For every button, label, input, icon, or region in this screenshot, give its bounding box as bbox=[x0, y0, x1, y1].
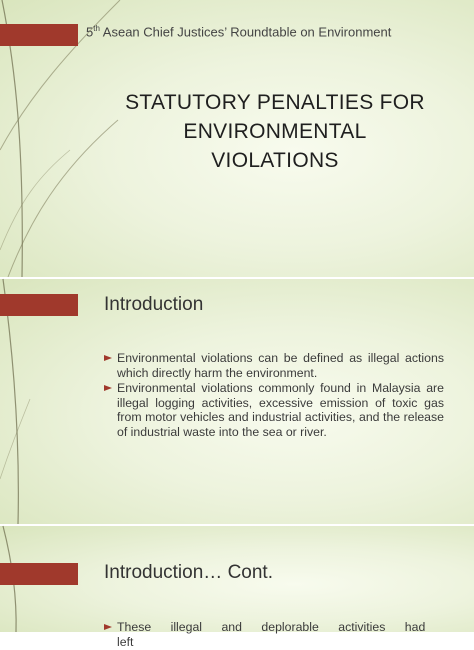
event-title bbox=[86, 24, 466, 39]
introduction-cont-slide bbox=[0, 526, 474, 649]
slide-title-line: STATUTORY PENALTIES FOR bbox=[125, 91, 425, 114]
arrow-bullet-icon bbox=[104, 385, 112, 391]
bullet-item bbox=[104, 620, 444, 649]
bullet-list bbox=[104, 351, 444, 440]
bullet-item bbox=[104, 351, 444, 380]
bullet-list bbox=[104, 620, 444, 650]
accent-tab bbox=[0, 24, 78, 46]
title-slide bbox=[0, 0, 474, 277]
event-ordinal-number: 5 bbox=[86, 24, 94, 40]
event-title-rest: Asean Chief Justices’ Roundtable on Environment bbox=[99, 24, 392, 40]
bullet-item bbox=[104, 381, 444, 439]
bullet-text: Environmental violations can be defined as illegal actions which directly harm the environment. bbox=[117, 351, 444, 380]
arrow-bullet-icon bbox=[104, 355, 112, 361]
slide-title-line: ENVIRONMENTAL bbox=[183, 120, 367, 143]
bullet-text: Environmental violations commonly found in Malaysia are illegal logging activities, excessive emission of toxic gas from motor vehicles and industrial activities, and the release of industrial waste into the sea or river. bbox=[117, 381, 444, 439]
introduction-slide bbox=[0, 279, 474, 524]
slide-title bbox=[100, 88, 450, 175]
event-ordinal-suffix: th bbox=[93, 24, 100, 33]
slide-title-line: VIOLATIONS bbox=[211, 149, 339, 172]
arrow-bullet-icon bbox=[104, 624, 112, 630]
section-title: Introduction bbox=[104, 294, 204, 315]
accent-tab bbox=[0, 563, 78, 585]
accent-tab bbox=[0, 294, 78, 316]
bullet-text: These illegal and deplorable activities had left bbox=[117, 620, 426, 649]
section-title: Introduction… Cont. bbox=[104, 562, 273, 583]
